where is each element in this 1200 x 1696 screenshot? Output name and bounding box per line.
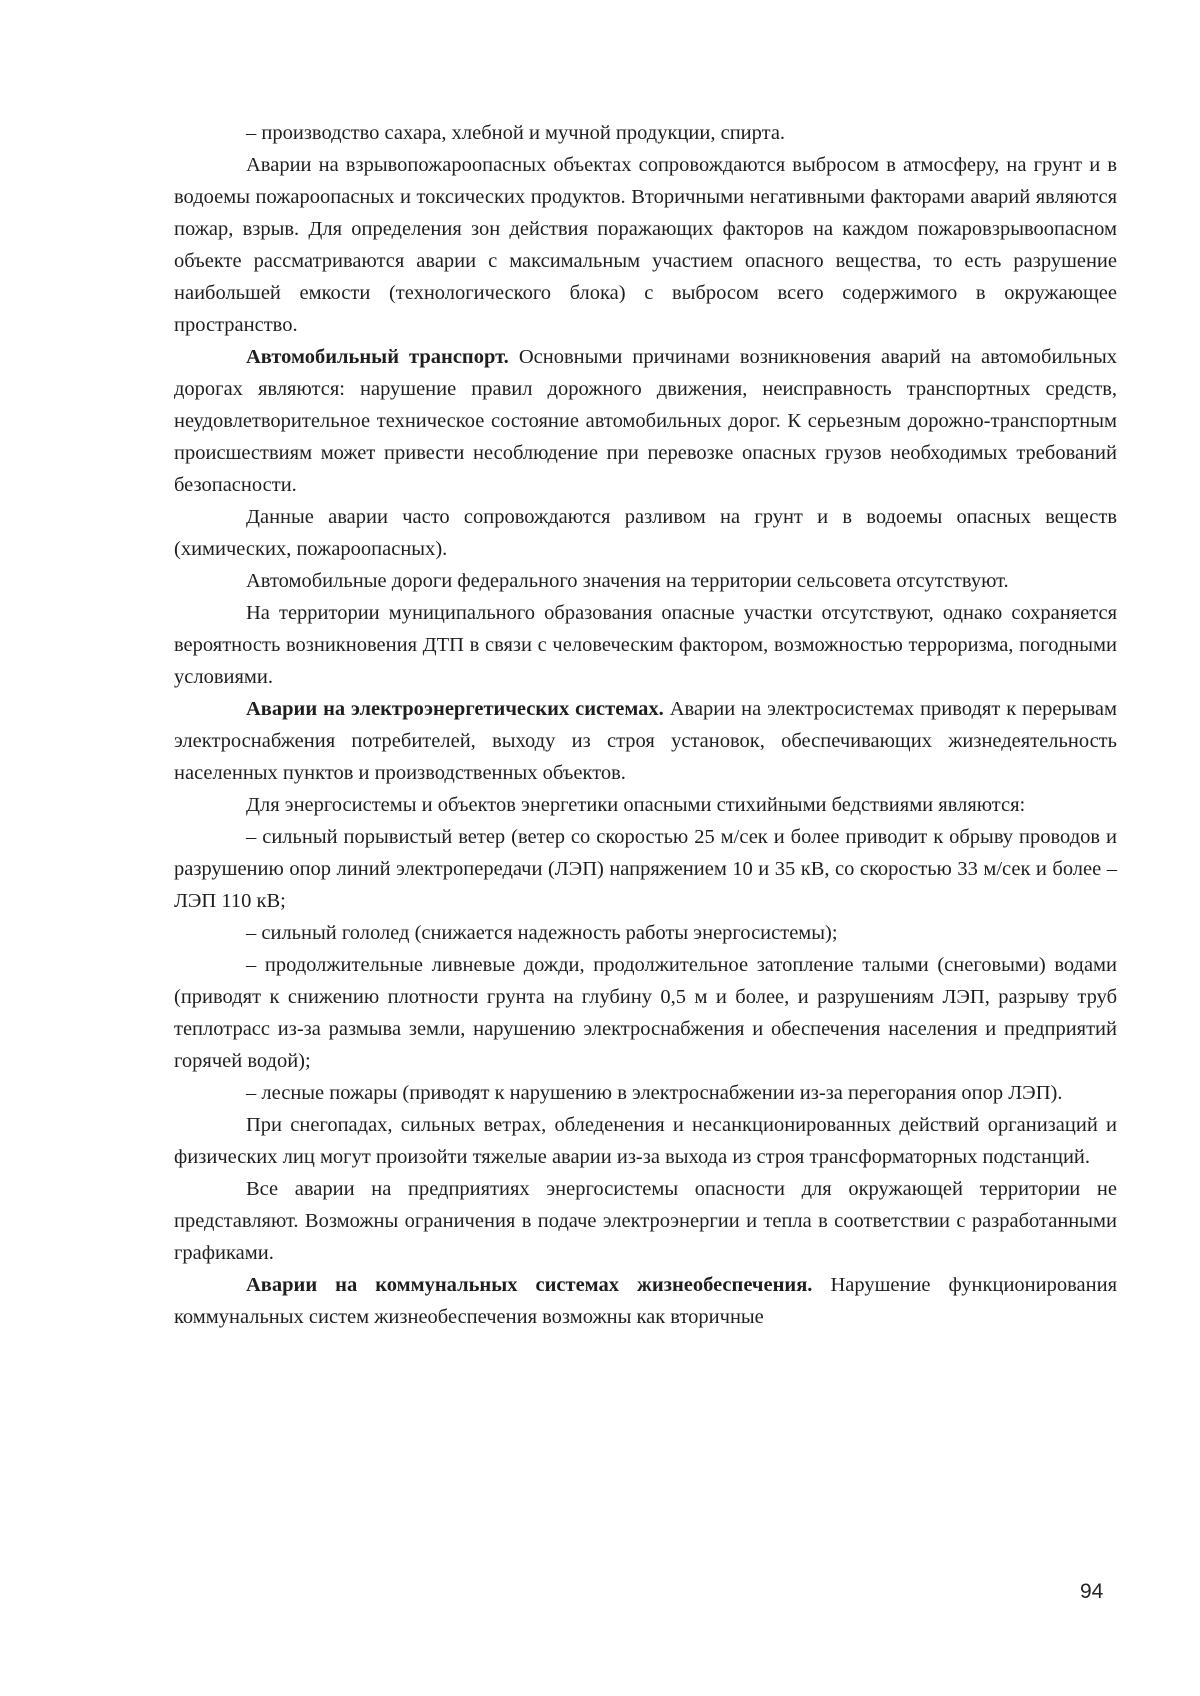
section-heading-power-systems: Аварии на электроэнергетических системах. bbox=[246, 698, 664, 720]
paragraph-13: При снегопадах, сильных ветрах, обледенения и несанкционированных действий организаций и физических лиц могут произойти тяжелые аварии из-за выхода из строя трансформаторных подстанций. bbox=[174, 1114, 1117, 1168]
section-heading-road-transport: Автомобильный транспорт. bbox=[246, 346, 509, 368]
paragraph-14: Все аварии на предприятиях энергосистемы опасности для окружающей территории не представляют. Возможны ограничения в подаче электроэнергии и тепла в соответствии с разработанными графиками. bbox=[174, 1178, 1117, 1264]
list-item-rain: – продолжительные ливневые дожди, продолжительное затопление талыми (снеговыми) водами (приводят к снижению плотности грунта на глубину 0,5 м и более, и разрушениям ЛЭП, разрыву труб теплотрасс из-за размыва земли, нарушению электроснабжения и обеспечения населения и предприятий горячей водой); bbox=[174, 954, 1117, 1072]
list-item-wind: – сильный порывистый ветер (ветер со скоростью 25 м/сек и более приводит к обрыву проводов и разрушению опор линий электропередачи (ЛЭП) напряжением 10 и 35 кВ, со скоростью 33 м/сек и более – ЛЭП 110 кВ; bbox=[174, 826, 1117, 912]
page-number: 94 bbox=[1080, 1580, 1104, 1603]
paragraph-1: – производство сахара, хлебной и мучной продукции, спирта. bbox=[246, 122, 786, 144]
paragraph-7: Аварии на электроэнергетических системах. Аварии на электросистемах приводят к перерывам электроснабжения потребителей, выходу из строя установок, обеспечивающих жизнедеятельность населенных пунктов и производственных объектов. bbox=[174, 698, 1117, 784]
paragraph-4: Данные аварии часто сопровождаются разливом на грунт и в водоемы опасных веществ (химических, пожароопасных). bbox=[174, 506, 1117, 560]
paragraph-8: Для энергосистемы и объектов энергетики опасными стихийными бедствиями являются: bbox=[246, 794, 1026, 816]
paragraph-15: Аварии на коммунальных системах жизнеобеспечения. Нарушение функционирования коммунальных систем жизнеобеспечения возможны как вторичные bbox=[174, 1274, 1118, 1328]
paragraph-2: Аварии на взрывопожароопасных объектах сопровождаются выбросом в атмосферу, на грунт и в водоемы пожароопасных и токсических продуктов. Вторичными негативными факторами аварий являются пожар, взрыв. Для определения зон действия поражающих факторов на каждом пожаровзрывоопасном объекте рассматриваются аварии с максимальным участием опасного вещества, то есть разрушение наибольшей емкости (технологического блока) с выбросом всего содержимого в окружающее пространство. bbox=[174, 154, 1117, 336]
document-body bbox=[174, 117, 1117, 1333]
list-item-fires: – лесные пожары (приводят к нарушению в электроснабжении из-за перегорания опор ЛЭП). bbox=[246, 1082, 1063, 1104]
paragraph-3: Автомобильный транспорт. Основными причинами возникновения аварий на автомобильных дорогах являются: нарушение правил дорожного движения, неисправность транспортных средств, неудовлетворительное техническое состояние автомобильных дорог. К серьезным дорожно-транспортным происшествиям может привести несоблюдение при перевозке опасных грузов необходимых требований безопасности. bbox=[174, 346, 1117, 496]
paragraph-5: Автомобильные дороги федерального значения на территории сельсовета отсутствуют. bbox=[246, 570, 1009, 592]
section-heading-utilities: Аварии на коммунальных системах жизнеобеспечения. bbox=[246, 1274, 813, 1296]
paragraph-6: На территории муниципального образования опасные участки отсутствуют, однако сохраняется вероятность возникновения ДТП в связи с человеческим фактором, возможностью терроризма, погодными условиями. bbox=[174, 602, 1117, 688]
list-item-ice: – сильный гололед (снижается надежность работы энергосистемы); bbox=[246, 922, 838, 944]
